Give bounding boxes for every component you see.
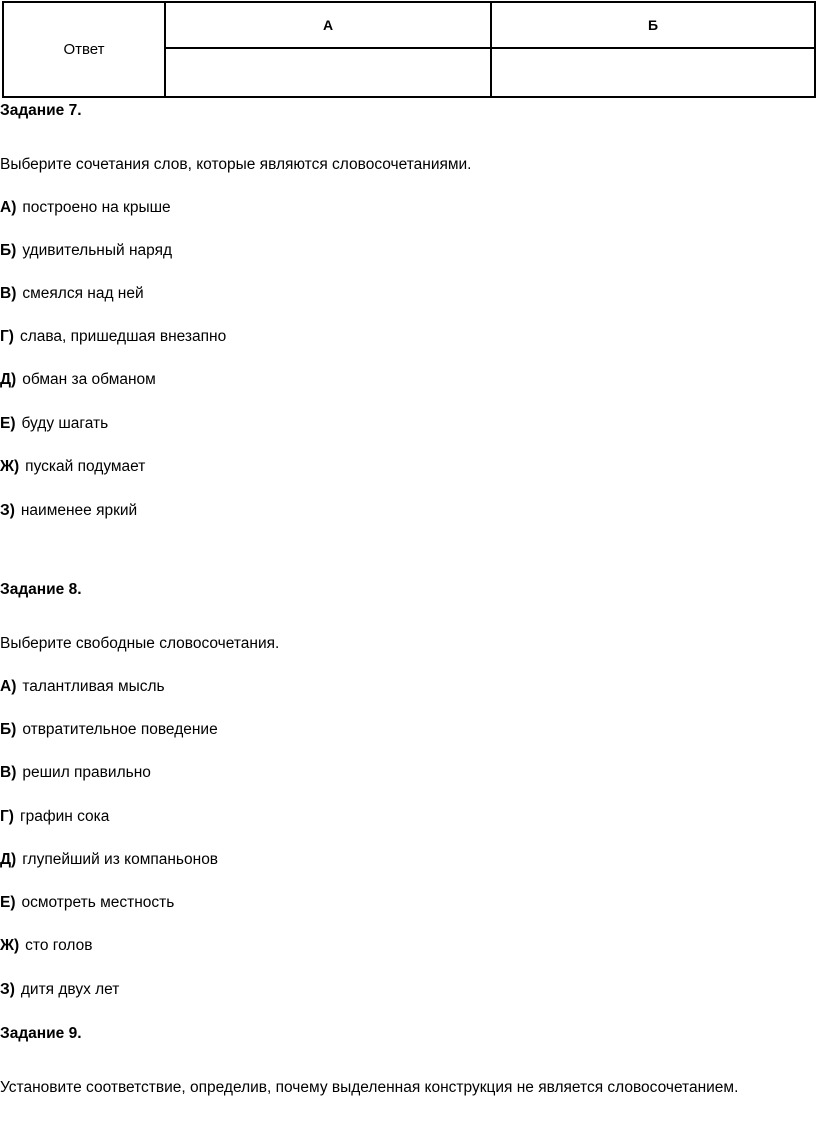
option-text: удивительный наряд: [22, 242, 173, 259]
task-7-option-z: [0, 501, 137, 521]
option-letter: А): [0, 199, 17, 216]
option-text: пускай подумает: [25, 458, 146, 475]
answer-table-header-row: [3, 2, 815, 48]
option-text: талантливая мысль: [22, 678, 165, 695]
option-text: сто голов: [25, 937, 93, 954]
answer-cell-a[interactable]: [165, 48, 491, 97]
option-letter: Г): [0, 328, 14, 345]
task-7-option-b: [0, 241, 172, 261]
task-9-title: Задание 9.: [0, 1025, 82, 1042]
task-8-option-zh: [0, 936, 92, 956]
option-letter: Д): [0, 851, 17, 868]
answer-cell-b[interactable]: [491, 48, 815, 97]
answer-row-label: Ответ: [3, 2, 165, 97]
task-8-option-g: [0, 807, 109, 827]
option-letter: Е): [0, 894, 16, 911]
task-8-option-e: [0, 893, 174, 913]
option-letter: В): [0, 764, 17, 781]
option-letter: Г): [0, 808, 14, 825]
task-7-option-e: [0, 414, 108, 434]
option-text: дитя двух лет: [20, 981, 120, 998]
task-7-question: Выберите сочетания слов, которые являются словосочетаниями.: [0, 156, 472, 173]
task-7-option-zh: [0, 457, 145, 477]
option-text: решил правильно: [22, 764, 151, 781]
task-8-option-z: [0, 980, 119, 1000]
option-text: построено на крыше: [22, 199, 171, 216]
option-text: отвратительное поведение: [22, 721, 218, 738]
task-7-option-g: [0, 327, 226, 347]
column-header-b: Б: [491, 2, 815, 48]
task-8-question: Выберите свободные словосочетания.: [0, 635, 280, 652]
task-7-option-v: [0, 284, 144, 304]
task-9-question: Установите соответствие, определив, почему выделенная конструкция не является словосочетанием.: [0, 1079, 739, 1096]
option-text: обман за обманом: [22, 371, 156, 388]
option-letter: Ж): [0, 458, 20, 475]
answer-table: [2, 1, 816, 98]
option-letter: Е): [0, 415, 16, 432]
option-letter: В): [0, 285, 17, 302]
task-8-option-b: [0, 720, 218, 740]
option-text: наименее яркий: [20, 502, 138, 519]
option-text: глупейший из компаньонов: [22, 851, 219, 868]
task-7-option-a: [0, 198, 171, 218]
task-7-title: Задание 7.: [0, 102, 82, 119]
option-text: слава, пришедшая внезапно: [19, 328, 227, 345]
option-text: осмотреть местность: [21, 894, 175, 911]
task-7-option-d: [0, 370, 156, 390]
option-letter: Ж): [0, 937, 20, 954]
option-text: смеялся над ней: [22, 285, 144, 302]
option-text: буду шагать: [21, 415, 109, 432]
task-8-option-d: [0, 850, 218, 870]
option-letter: З): [0, 981, 15, 998]
column-header-a: А: [165, 2, 491, 48]
option-letter: А): [0, 678, 17, 695]
option-letter: Б): [0, 721, 17, 738]
task-8-option-v: [0, 763, 151, 783]
task-8-title: Задание 8.: [0, 581, 82, 598]
option-text: графин сока: [19, 808, 110, 825]
task-8-option-a: [0, 677, 165, 697]
option-letter: Д): [0, 371, 17, 388]
option-letter: Б): [0, 242, 17, 259]
option-letter: З): [0, 502, 15, 519]
